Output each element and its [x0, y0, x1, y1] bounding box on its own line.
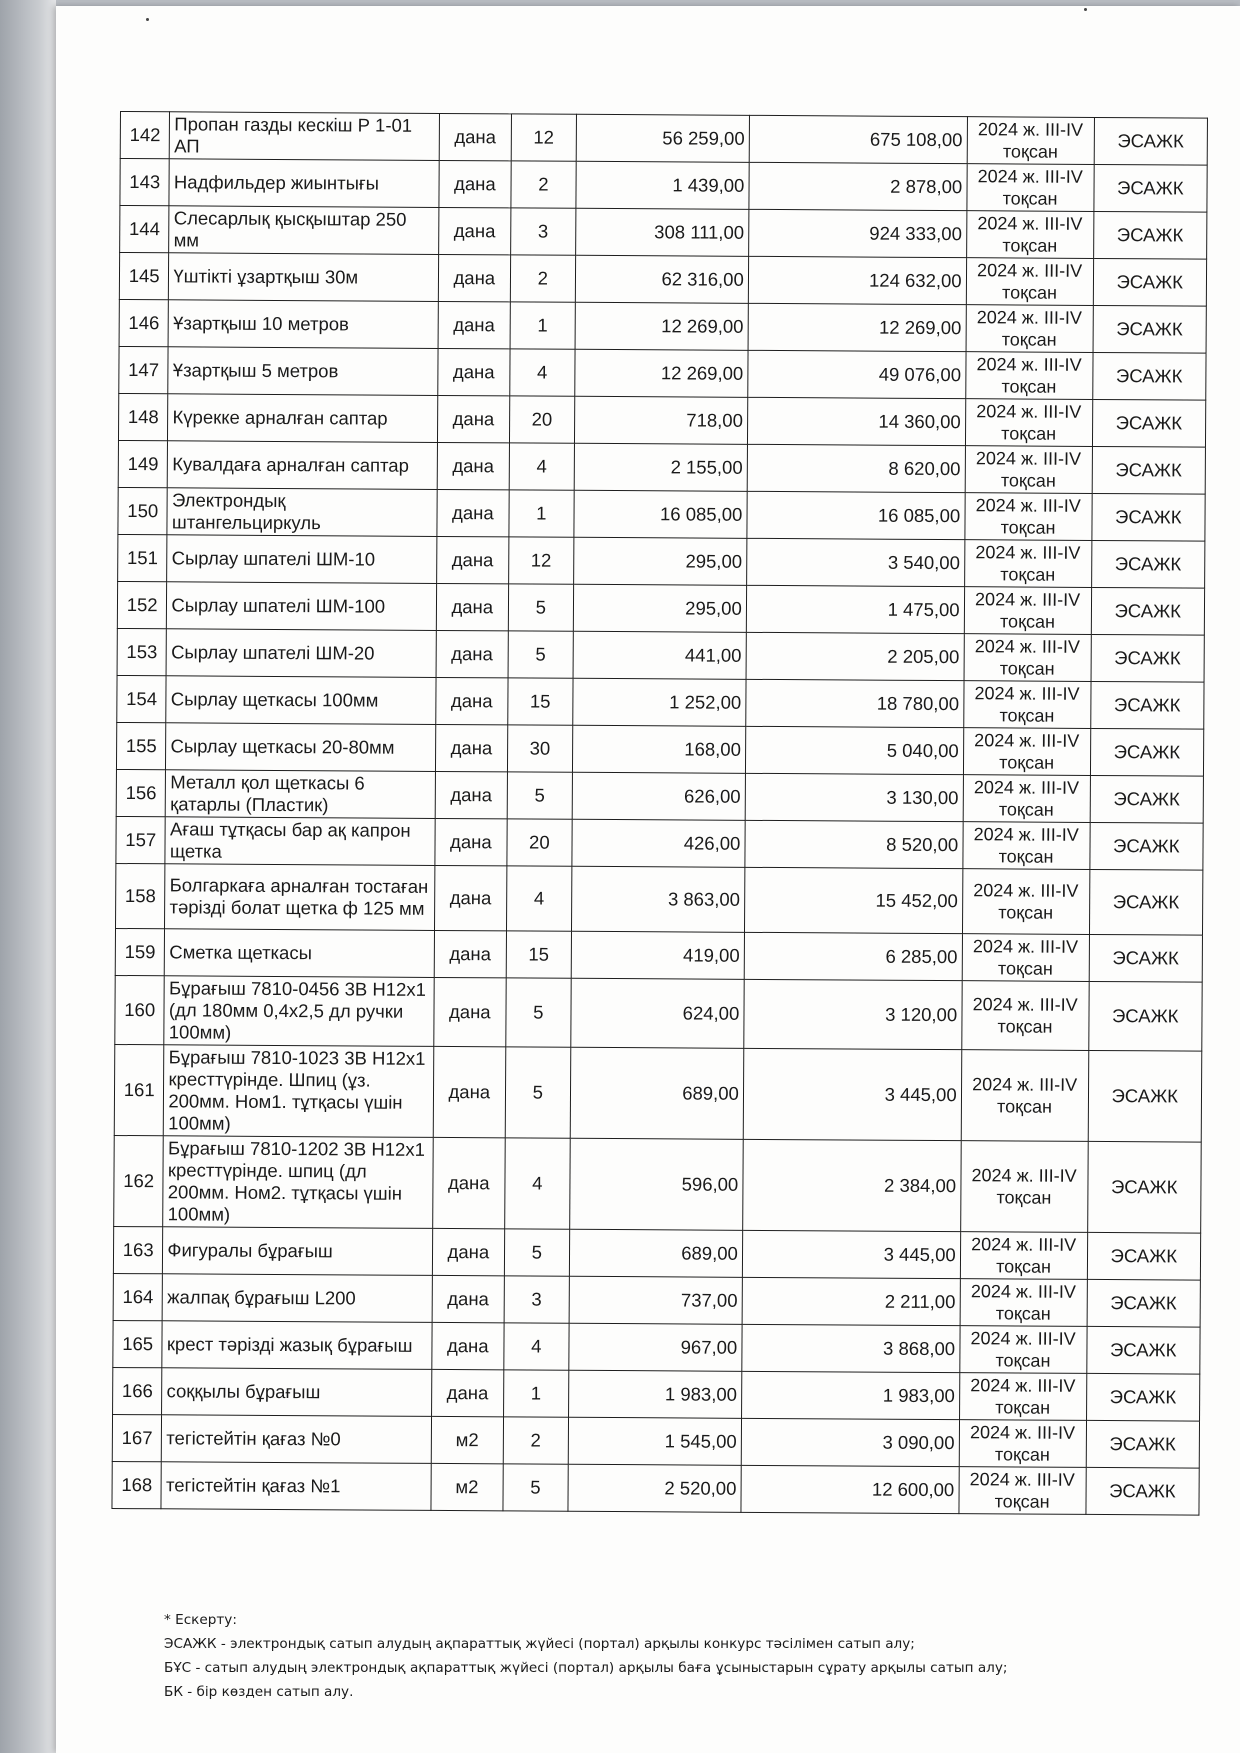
item-total: 3 130,00 [745, 773, 963, 821]
item-number: 159 [115, 928, 165, 975]
item-quantity: 1 [509, 490, 574, 537]
item-period: 2024 ж. III-IV тоқсан [965, 352, 1092, 400]
item-total: 16 085,00 [747, 491, 965, 539]
item-total: 3 868,00 [742, 1324, 960, 1372]
item-total: 14 360,00 [747, 397, 965, 445]
item-number: 156 [116, 769, 166, 816]
item-unit: дана [439, 113, 511, 160]
item-total: 3 090,00 [741, 1418, 959, 1466]
item-name: Үштікті ұзартқыш 30м [169, 253, 439, 302]
item-unit-price: 596,00 [570, 1138, 743, 1230]
item-unit-price: 967,00 [569, 1323, 742, 1371]
item-name: Ағаш тұтқасы бар ақ капрон щетка [165, 817, 435, 866]
table-row [119, 346, 1206, 400]
item-unit-price: 689,00 [569, 1229, 742, 1277]
item-number: 158 [116, 863, 166, 928]
item-procurement-method: ЭСАЖК [1093, 164, 1207, 212]
item-number: 167 [112, 1414, 162, 1461]
item-procurement-method: ЭСАЖК [1090, 681, 1204, 729]
table-row [120, 159, 1207, 213]
item-total: 924 333,00 [748, 209, 966, 257]
item-unit-price: 426,00 [572, 819, 745, 867]
item-unit-price: 718,00 [574, 396, 747, 444]
item-number: 147 [119, 346, 169, 393]
table-row [120, 112, 1207, 166]
item-unit: дана [437, 442, 509, 489]
item-name: Металл қол щеткасы 6 қатарлы (Пластик) [166, 770, 436, 819]
item-number: 145 [119, 253, 169, 300]
item-name: Сырлау щеткасы 100мм [166, 676, 436, 725]
item-period: 2024 ж. III-IV тоқсан [960, 1141, 1087, 1233]
item-total: 49 076,00 [748, 350, 966, 398]
item-unit: дана [434, 930, 506, 977]
item-name: Сырлау шпателі ШМ-100 [167, 582, 437, 631]
item-total: 2 384,00 [742, 1139, 960, 1231]
item-name: Сметка щеткасы [165, 929, 435, 978]
item-name: Күрекке арналған саптар [168, 394, 438, 443]
item-quantity: 3 [510, 208, 575, 255]
item-quantity: 12 [511, 114, 576, 161]
item-number: 163 [113, 1226, 163, 1273]
item-period: 2024 ж. III-IV тоқсан [964, 587, 1091, 635]
item-period: 2024 ж. III-IV тоқсан [961, 1050, 1088, 1142]
item-period: 2024 ж. III-IV тоқсан [959, 1326, 1086, 1374]
table-row [114, 1044, 1202, 1142]
table-row [117, 628, 1204, 682]
item-unit-price: 689,00 [570, 1047, 743, 1139]
item-procurement-method: ЭСАЖК [1087, 1279, 1201, 1327]
item-unit-price: 441,00 [573, 631, 746, 679]
table-row [112, 1461, 1199, 1515]
item-procurement-method: ЭСАЖК [1090, 775, 1204, 823]
item-name: крест тәрізді жазық бұрағыш [162, 1321, 432, 1370]
item-number: 162 [114, 1135, 164, 1226]
table-row [119, 253, 1206, 307]
item-unit: дана [432, 1275, 504, 1322]
item-period: 2024 ж. III-IV тоқсан [966, 211, 1093, 259]
footnotes [164, 1608, 1224, 1704]
item-quantity: 20 [507, 819, 572, 866]
item-quantity: 2 [510, 255, 575, 302]
item-period: 2024 ж. III-IV тоқсан [959, 1373, 1086, 1421]
item-name: Надфильдер жиынтығы [169, 159, 439, 208]
procurement-table [111, 111, 1208, 1516]
item-unit: дана [434, 977, 506, 1046]
item-number: 153 [117, 628, 167, 675]
item-unit-price: 1 252,00 [573, 678, 746, 726]
item-number: 165 [113, 1320, 163, 1367]
item-procurement-method: ЭСАЖК [1089, 934, 1203, 982]
document-page [56, 6, 1240, 1753]
item-unit-price: 1 983,00 [568, 1370, 741, 1418]
item-name: Сырлау шпателі ШМ-20 [166, 629, 436, 678]
item-unit-price: 1 439,00 [576, 161, 749, 209]
item-total: 12 269,00 [748, 303, 966, 351]
item-unit: дана [433, 1137, 505, 1228]
item-total: 2 211,00 [742, 1277, 960, 1325]
item-procurement-method: ЭСАЖК [1092, 399, 1206, 447]
item-unit-price: 624,00 [571, 978, 744, 1048]
item-period: 2024 ж. III-IV тоқсан [967, 164, 1094, 212]
item-quantity: 5 [504, 1229, 569, 1276]
item-quantity: 1 [510, 302, 575, 349]
item-period: 2024 ж. III-IV тоқсан [965, 493, 1092, 541]
item-unit: дана [436, 677, 508, 724]
table-row [117, 675, 1204, 729]
item-total: 6 285,00 [744, 932, 962, 980]
item-unit-price: 308 111,00 [576, 208, 749, 256]
item-unit-price: 2 520,00 [568, 1464, 741, 1512]
item-quantity: 5 [506, 978, 572, 1047]
table-row [116, 722, 1203, 776]
item-unit: дана [435, 818, 507, 865]
item-procurement-method: ЭСАЖК [1089, 869, 1203, 935]
item-name: Бұрағыш 7810-0456 3В Н12х1 (дл 180мм 0,4х2,5 дл ручки 100мм) [164, 976, 434, 1047]
table-row [112, 1414, 1199, 1468]
item-number: 157 [116, 816, 166, 863]
item-name: тегістейтін қағаз №0 [162, 1415, 432, 1464]
notes-title: * Ескерту: [164, 1612, 237, 1628]
item-number: 152 [117, 581, 167, 628]
item-period: 2024 ж. III-IV тоқсан [962, 934, 1089, 982]
item-quantity: 2 [511, 161, 576, 208]
item-procurement-method: ЭСАЖК [1085, 1467, 1199, 1515]
item-unit: дана [438, 301, 510, 348]
item-procurement-method: ЭСАЖК [1088, 981, 1202, 1051]
item-quantity: 1 [503, 1370, 568, 1417]
item-quantity: 4 [504, 1138, 570, 1229]
item-unit: дана [435, 724, 507, 771]
item-unit: дана [439, 207, 511, 254]
item-number: 164 [113, 1273, 163, 1320]
item-unit-price: 12 269,00 [575, 302, 748, 350]
item-total: 5 040,00 [745, 726, 963, 774]
item-period: 2024 ж. III-IV тоқсан [963, 728, 1090, 776]
item-number: 143 [120, 159, 170, 206]
item-unit: дана [431, 1369, 503, 1416]
item-unit-price: 56 259,00 [576, 114, 749, 162]
item-name: Ұзартқыш 5 метров [168, 347, 438, 396]
item-procurement-method: ЭСАЖК [1094, 117, 1208, 165]
item-quantity: 20 [509, 396, 574, 443]
note-esazhk: ЭСАЖК - электрондық сатып алудың ақпараттық жүйесі (портал) арқылы конкурс тәсілімен сатып алу; [164, 1636, 915, 1652]
item-unit: м2 [431, 1416, 503, 1463]
item-total: 124 632,00 [748, 256, 966, 304]
item-quantity: 4 [504, 1323, 569, 1370]
item-quantity: 5 [507, 772, 572, 819]
item-number: 146 [119, 299, 169, 346]
item-unit-price: 295,00 [574, 537, 747, 585]
table-row [113, 1273, 1200, 1327]
item-period: 2024 ж. III-IV тоқсан [961, 981, 1088, 1051]
item-number: 161 [114, 1044, 164, 1135]
item-unit-price: 295,00 [573, 584, 746, 632]
item-period: 2024 ж. III-IV тоқсан [959, 1467, 1086, 1515]
table-row [113, 1367, 1200, 1421]
item-unit-price: 3 863,00 [571, 866, 744, 932]
item-total: 3 445,00 [743, 1048, 961, 1140]
item-total: 18 780,00 [746, 679, 964, 727]
item-period: 2024 ж. III-IV тоқсан [964, 634, 1091, 682]
item-procurement-method: ЭСАЖК [1086, 1420, 1200, 1468]
item-number: 155 [116, 722, 166, 769]
item-unit: дана [439, 160, 511, 207]
item-quantity: 5 [508, 631, 573, 678]
table-row [118, 393, 1205, 447]
item-period: 2024 ж. III-IV тоқсан [965, 399, 1092, 447]
item-number: 149 [118, 440, 168, 487]
item-name: Бұрағыш 7810-1202 3В Н12х1 кресттүрінде. шпиц (дл 200мм. Ном2. тұтқасы үшін 100мм) [163, 1136, 433, 1229]
item-procurement-method: ЭСАЖК [1091, 493, 1205, 541]
item-number: 160 [115, 975, 165, 1044]
item-procurement-method: ЭСАЖК [1086, 1373, 1200, 1421]
item-total: 1 475,00 [746, 585, 964, 633]
table-row [119, 299, 1206, 353]
table-row [116, 769, 1203, 823]
item-unit: дана [434, 865, 506, 930]
item-unit: м2 [431, 1463, 503, 1510]
item-unit: дана [436, 583, 508, 630]
item-quantity: 15 [508, 678, 573, 725]
item-name: жалпақ бұрағыш L200 [163, 1274, 433, 1323]
item-number: 166 [113, 1367, 163, 1414]
table-row [118, 487, 1205, 541]
item-procurement-method: ЭСАЖК [1093, 258, 1207, 306]
item-unit: дана [432, 1322, 504, 1369]
table-row [116, 816, 1203, 870]
item-quantity: 30 [507, 725, 572, 772]
table-row [115, 975, 1202, 1051]
item-name: Слесарлық қысқыштар 250 мм [169, 206, 439, 255]
item-total: 2 205,00 [746, 632, 964, 680]
item-unit: дана [436, 630, 508, 677]
item-unit: дана [437, 395, 509, 442]
item-procurement-method: ЭСАЖК [1088, 1050, 1202, 1142]
item-procurement-method: ЭСАЖК [1091, 634, 1205, 682]
item-period: 2024 ж. III-IV тоқсан [962, 869, 1089, 935]
item-unit: дана [437, 536, 509, 583]
item-number: 144 [120, 206, 170, 253]
table-row [115, 928, 1202, 982]
item-procurement-method: ЭСАЖК [1093, 211, 1207, 259]
item-procurement-method: ЭСАЖК [1091, 540, 1205, 588]
note-bk: БК - бір көзден сатып алу. [164, 1684, 354, 1700]
table-row [117, 581, 1204, 635]
item-number: 151 [118, 534, 168, 581]
item-procurement-method: ЭСАЖК [1090, 728, 1204, 776]
item-unit: дана [435, 771, 507, 818]
item-period: 2024 ж. III-IV тоқсан [965, 446, 1092, 494]
item-name: соққылы бұрағыш [162, 1368, 432, 1417]
item-quantity: 4 [506, 866, 572, 931]
item-total: 8 520,00 [745, 820, 963, 868]
item-unit: дана [432, 1228, 504, 1275]
item-name: Болгаркаға арналған тостаған тәрізді болат щетка ф 125 мм [165, 864, 435, 931]
item-unit-price: 2 155,00 [574, 443, 747, 491]
item-number: 142 [120, 112, 170, 159]
item-total: 1 983,00 [741, 1371, 959, 1419]
item-period: 2024 ж. III-IV тоқсан [959, 1420, 1086, 1468]
table-row [118, 440, 1205, 494]
item-procurement-method: ЭСАЖК [1093, 305, 1207, 353]
item-procurement-method: ЭСАЖК [1091, 587, 1205, 635]
item-quantity: 15 [506, 931, 571, 978]
item-name: Фигуралы бұрағыш [163, 1227, 433, 1276]
table-row [118, 534, 1205, 588]
item-procurement-method: ЭСАЖК [1087, 1232, 1201, 1280]
item-period: 2024 ж. III-IV тоқсан [963, 822, 1090, 870]
item-procurement-method: ЭСАЖК [1089, 822, 1203, 870]
scan-speck [146, 18, 149, 21]
item-total: 3 445,00 [742, 1230, 960, 1278]
item-unit: дана [433, 1046, 505, 1137]
item-unit: дана [438, 348, 510, 395]
item-unit-price: 16 085,00 [574, 490, 747, 538]
item-quantity: 12 [508, 537, 573, 584]
item-unit-price: 419,00 [571, 931, 744, 979]
item-period: 2024 ж. III-IV тоқсан [960, 1279, 1087, 1327]
item-total: 12 600,00 [741, 1465, 959, 1513]
item-unit-price: 168,00 [572, 725, 745, 773]
item-unit-price: 626,00 [572, 772, 745, 820]
item-number: 148 [118, 393, 168, 440]
scan-margin [0, 0, 56, 1753]
item-quantity: 4 [509, 443, 574, 490]
item-number: 150 [118, 487, 168, 534]
item-total: 675 108,00 [749, 115, 967, 163]
item-quantity: 2 [503, 1417, 568, 1464]
item-period: 2024 ж. III-IV тоқсан [967, 117, 1094, 165]
item-unit-price: 737,00 [569, 1276, 742, 1324]
item-unit-price: 62 316,00 [575, 255, 748, 303]
item-quantity: 5 [503, 1464, 568, 1511]
item-number: 154 [117, 675, 167, 722]
item-procurement-method: ЭСАЖК [1092, 352, 1206, 400]
table-row [114, 1135, 1202, 1233]
item-period: 2024 ж. III-IV тоқсан [960, 1232, 1087, 1280]
item-unit: дана [438, 254, 510, 301]
item-name: Сырлау щеткасы 20-80мм [166, 723, 436, 772]
item-total: 3 540,00 [746, 538, 964, 586]
table-row [113, 1320, 1200, 1374]
item-unit: дана [437, 489, 509, 536]
item-procurement-method: ЭСАЖК [1092, 446, 1206, 494]
item-period: 2024 ж. III-IV тоқсан [966, 305, 1093, 353]
item-procurement-method: ЭСАЖК [1087, 1141, 1201, 1233]
item-quantity: 5 [508, 584, 573, 631]
item-procurement-method: ЭСАЖК [1086, 1326, 1200, 1374]
item-quantity: 5 [505, 1047, 571, 1138]
item-name: Ұзартқыш 10 метров [168, 300, 438, 349]
item-name: Пропан газды кескіш Р 1-01 АП [170, 112, 440, 161]
item-total: 15 452,00 [744, 867, 962, 933]
item-period: 2024 ж. III-IV тоқсан [963, 775, 1090, 823]
table-row [116, 863, 1203, 935]
item-total: 3 120,00 [744, 979, 962, 1049]
table-row [113, 1226, 1200, 1280]
item-period: 2024 ж. III-IV тоқсан [964, 540, 1091, 588]
item-total: 8 620,00 [747, 444, 965, 492]
item-quantity: 4 [510, 349, 575, 396]
item-name: тегістейтін қағаз №1 [161, 1462, 431, 1511]
item-name: Кувалдаға арналған саптар [168, 441, 438, 490]
scan-speck [1084, 8, 1087, 11]
item-name: Электрондық штангельциркуль [167, 488, 437, 537]
note-bus: БҰС - сатып алудың электрондық ақпараттық жүйесі (портал) арқылы баға ұсыныстарын сұрату арқылы сатып алу; [164, 1660, 1008, 1676]
item-number: 168 [112, 1461, 162, 1508]
item-unit-price: 12 269,00 [575, 349, 748, 397]
table-row [120, 206, 1207, 260]
item-period: 2024 ж. III-IV тоқсан [966, 258, 1093, 306]
table-body [112, 112, 1208, 1516]
item-name: Сырлау шпателі ШМ-10 [167, 535, 437, 584]
item-quantity: 3 [504, 1276, 569, 1323]
item-unit-price: 1 545,00 [568, 1417, 741, 1465]
item-name: Бұрағыш 7810-1023 3В Н12х1 кресттүрінде. Шпиц (ұз. 200мм. Ном1. тұтқасы үшін 100мм) [164, 1045, 434, 1138]
item-period: 2024 ж. III-IV тоқсан [963, 681, 1090, 729]
item-total: 2 878,00 [749, 162, 967, 210]
